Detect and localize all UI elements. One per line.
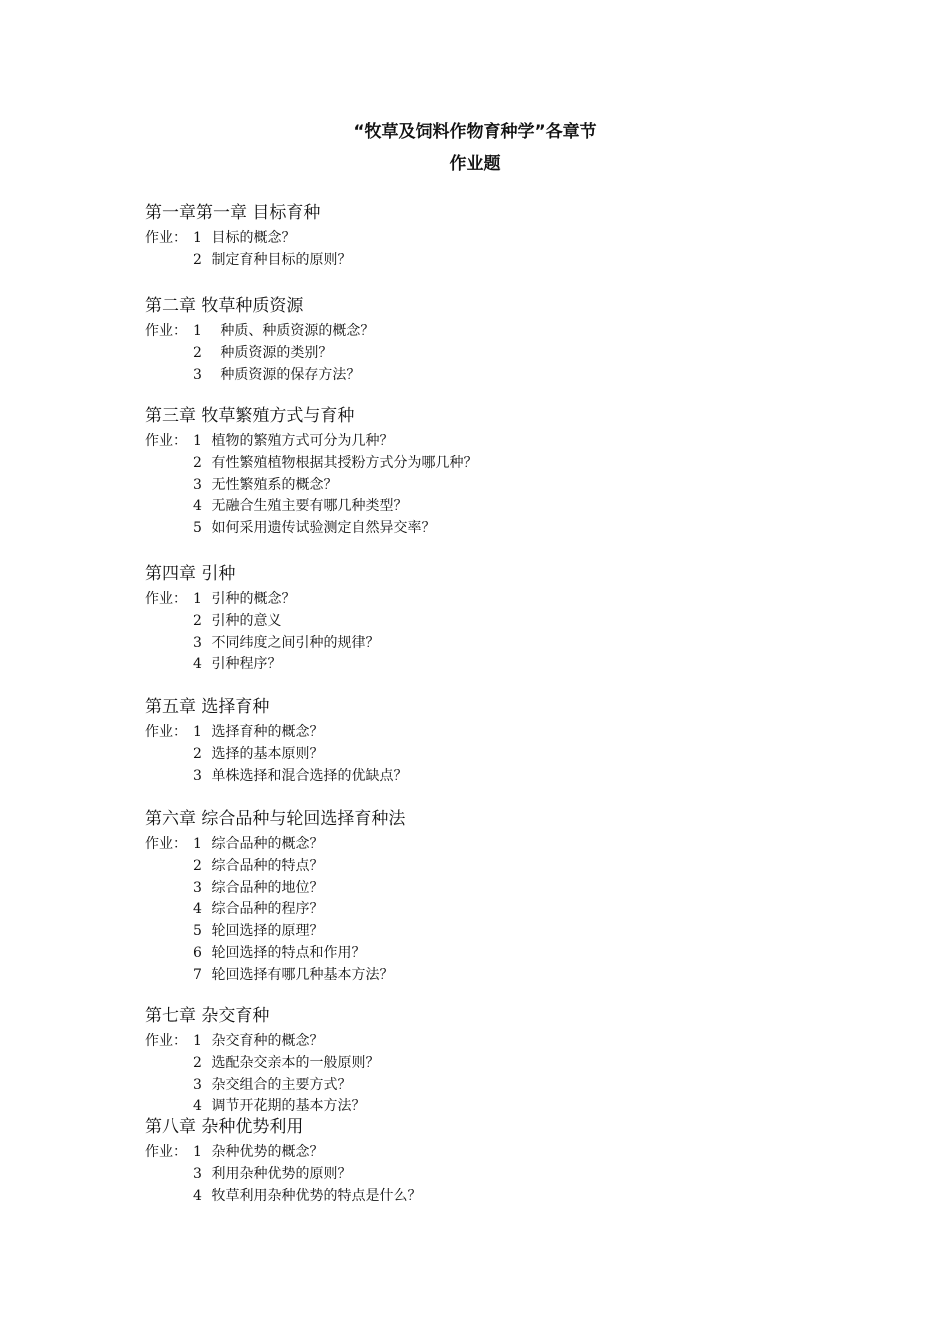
homework-label: 作业： [145,1144,187,1160]
document-subtitle: 作业题 [449,154,501,174]
homework-question [193,1096,365,1116]
question-text: 引种程序？ [207,656,282,673]
question-number: 2 [193,857,202,874]
homework-question [193,878,323,898]
question-text: 种质、种质资源的概念？ [207,323,375,339]
question-text: 轮回选择有哪几种基本方法？ [207,966,394,983]
homework-question [193,250,351,270]
question-number: 4 [193,498,202,515]
question-number: 5 [193,520,202,537]
question-number: 3 [193,366,202,383]
question-text: 有性繁殖植物根据其授粉方式分为哪几种？ [207,454,478,471]
question-number: 3 [193,767,202,784]
homework-label: 作业： [145,323,187,339]
homework-question [193,856,323,876]
homework-question [193,921,323,941]
homework-question [193,1164,351,1184]
homework-label: 作业： [145,724,187,740]
homework-question [193,589,295,609]
homework-question [193,321,374,341]
question-number: 3 [193,1076,202,1093]
question-number: 1 [193,1033,202,1049]
question-number: 3 [193,476,202,493]
homework-question [193,365,360,385]
homework-question [193,496,407,516]
question-text: 调节开花期的基本方法？ [207,1098,366,1115]
chapter-heading: 第七章 杂交育种 [145,1006,270,1026]
homework-question [193,475,337,495]
homework-question [193,1142,323,1162]
question-text: 选择育种的概念？ [207,724,324,740]
homework-question [193,766,407,786]
chapter-heading: 第一章第一章 目标育种 [145,203,321,223]
homework-question [193,943,365,963]
chapter-heading: 第三章 牧草繁殖方式与育种 [145,406,355,426]
question-text: 不同纬度之间引种的规律？ [207,634,380,651]
question-number: 1 [193,591,202,607]
question-text: 植物的繁殖方式可分为几种？ [207,433,394,449]
question-text: 利用杂种优势的原则？ [207,1165,352,1182]
question-number: 6 [193,945,202,961]
question-number: 1 [193,230,202,246]
question-text: 制定育种目标的原则？ [207,251,352,268]
question-number: 4 [193,1187,202,1204]
homework-question [193,654,281,674]
question-text: 无融合生殖主要有哪几种类型？ [207,498,408,515]
homework-question [193,722,323,742]
question-number: 1 [193,433,202,449]
question-number: 1 [193,836,202,852]
question-text: 单株选择和混合选择的优缺点？ [207,767,408,784]
homework-question [193,744,323,764]
question-number: 4 [193,656,202,673]
question-text: 目标的概念？ [207,230,296,246]
homework-question [193,343,332,363]
homework-label: 作业： [145,591,187,607]
homework-label: 作业： [145,230,187,246]
chapter-heading: 第五章 选择育种 [145,697,270,717]
question-number: 1 [193,323,202,339]
question-number: 1 [193,724,202,740]
question-text: 综合品种的特点？ [207,857,324,874]
question-number: 5 [193,923,202,940]
question-text: 综合品种的程序？ [207,901,324,918]
chapter-heading: 第八章 杂种优势利用 [145,1117,304,1137]
homework-question [193,1031,323,1051]
homework-question [193,431,393,451]
question-number: 2 [193,454,202,471]
question-number: 1 [193,1144,202,1160]
question-number: 2 [193,745,202,762]
homework-question [193,518,435,538]
homework-question [193,1186,421,1206]
question-number: 3 [193,879,202,896]
chapter-heading: 第六章 综合品种与轮回选择育种法 [145,809,406,829]
question-text: 选择的基本原则？ [207,745,324,762]
question-text: 杂交育种的概念？ [207,1033,324,1049]
question-text: 引种的意义 [207,612,282,629]
question-number: 2 [193,251,202,268]
question-text: 种质资源的保存方法？ [207,366,361,383]
homework-question [193,611,281,631]
question-text: 轮回选择的原理？ [207,923,324,940]
homework-question [193,633,379,653]
homework-label: 作业： [145,1033,187,1049]
question-text: 杂种优势的概念？ [207,1144,324,1160]
homework-question [193,453,477,473]
homework-question [193,228,295,248]
question-number: 3 [193,634,202,651]
question-text: 牧草利用杂种优势的特点是什么？ [207,1187,422,1204]
homework-label: 作业： [145,836,187,852]
question-number: 2 [193,1054,202,1071]
document-title: “牧草及饲料作物育种学”各章节 [353,122,597,142]
question-number: 3 [193,1165,202,1182]
question-text: 杂交组合的主要方式？ [207,1076,352,1093]
question-number: 2 [193,344,202,361]
homework-question [193,1075,351,1095]
chapter-heading: 第四章 引种 [145,564,236,584]
homework-label: 作业： [145,433,187,449]
question-number: 2 [193,612,202,629]
question-text: 选配杂交亲本的一般原则？ [207,1054,380,1071]
chapter-heading: 第二章 牧草种质资源 [145,296,304,316]
question-text: 综合品种的地位？ [207,879,324,896]
homework-question [193,834,323,854]
question-text: 轮回选择的特点和作用？ [207,945,366,961]
homework-question [193,1053,379,1073]
question-text: 如何采用遗传试验测定自然异交率？ [207,520,436,537]
homework-question [193,899,323,919]
question-number: 4 [193,1098,202,1115]
question-text: 无性繁殖系的概念？ [207,476,338,493]
question-number: 7 [193,966,202,983]
question-text: 综合品种的概念？ [207,836,324,852]
homework-question [193,965,393,985]
question-text: 引种的概念？ [207,591,296,607]
question-number: 4 [193,901,202,918]
question-text: 种质资源的类别？ [207,344,333,361]
